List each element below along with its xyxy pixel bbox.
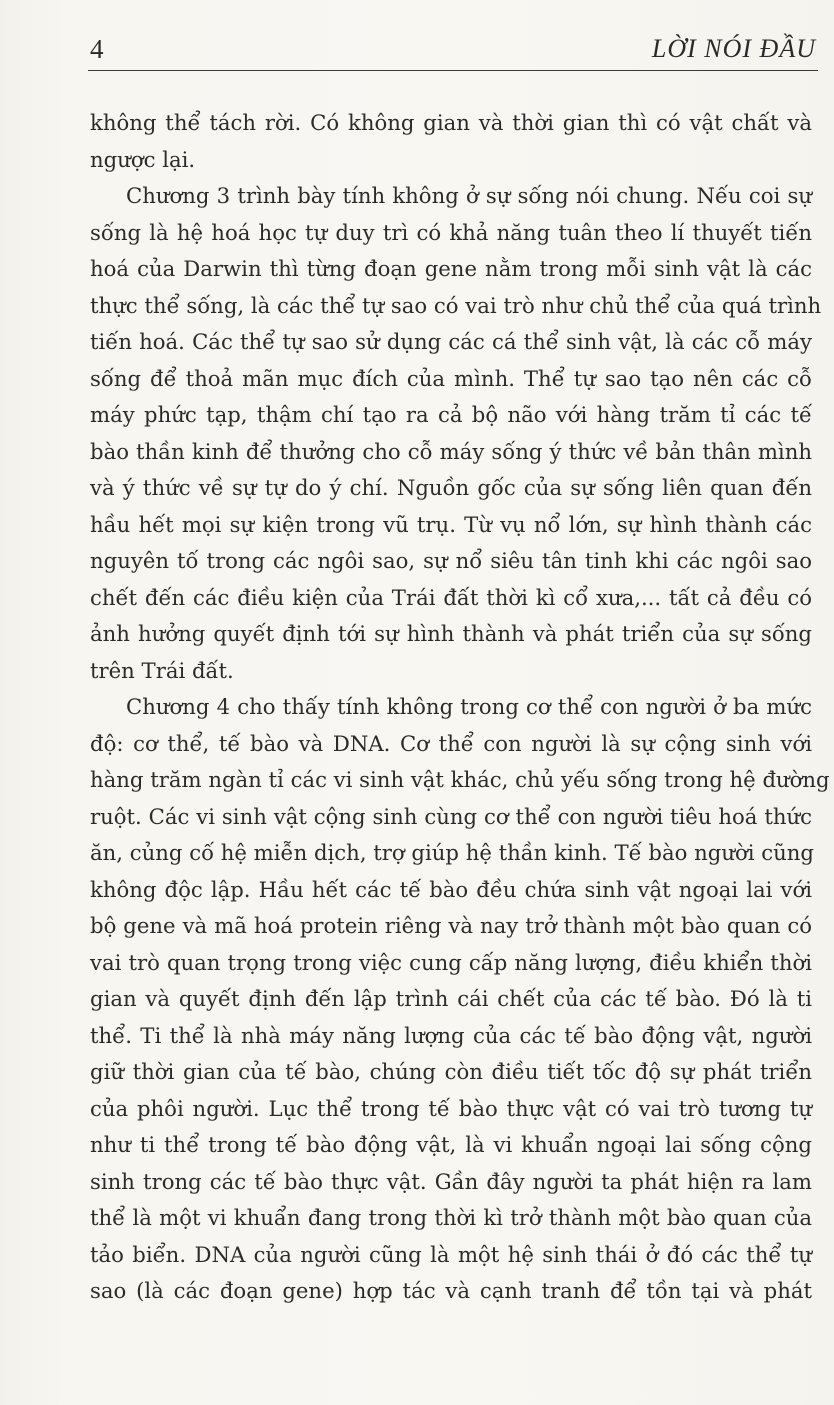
text-line: hoá của Darwin thì từng đoạn gene nằm trong mỗi sinh vật là các bbox=[90, 256, 812, 281]
text-line: máy phức tạp, thậm chí tạo ra cả bộ não với hàng trăm tỉ các tế bbox=[90, 402, 812, 427]
text-line: bào thần kinh để thưởng cho cỗ máy sống ý thức về bản thân mình bbox=[90, 438, 812, 464]
text-line: tảo biển. DNA của người cũng là một hệ sinh thái ở đó các thể tự bbox=[90, 1241, 812, 1267]
text-line: ăn, củng cố hệ miễn dịch, trợ giúp hệ thần kinh. Tế bào người cũng bbox=[90, 840, 814, 865]
text-line: gian và quyết định đến lập trình cái chết của các tế bào. Đó là ti bbox=[90, 986, 812, 1011]
text-line: và ý thức về sự tự do ý chí. Nguồn gốc của sự sống liên quan đến bbox=[90, 475, 812, 500]
text-line: sao (là các đoạn gene) hợp tác và cạnh tranh để tồn tại và phát bbox=[90, 1278, 812, 1303]
text-line: sống là hệ hoá học tự duy trì có khả năng tuân theo lí thuyết tiến bbox=[90, 219, 812, 245]
text-line: giữ thời gian của tế bào, chúng còn điều tiết tốc độ sự phát triển bbox=[90, 1059, 812, 1084]
text-line: sống để thoả mãn mục đích của mình. Thể tự sao tạo nên các cỗ bbox=[90, 365, 812, 391]
text-line: độ: cơ thể, tế bào và DNA. Cơ thể con người là sự cộng sinh với bbox=[90, 730, 812, 756]
text-line: bộ gene và mã hoá protein riêng và nay trở thành một bào quan có bbox=[90, 913, 812, 938]
text-line: trên Trái đất. bbox=[90, 657, 234, 683]
text-line: hàng trăm ngàn tỉ các vi sinh vật khác, chủ yếu sống trong hệ đường bbox=[90, 767, 830, 792]
text-line: nguyên tố trong các ngôi sao, sự nổ siêu tân tinh khi các ngôi sao bbox=[90, 548, 812, 573]
page-header bbox=[88, 30, 818, 71]
text-line: không độc lập. Hầu hết các tế bào đều chứa sinh vật ngoại lai với bbox=[90, 876, 812, 902]
running-title: LỜI NÓI ĐẦU bbox=[651, 34, 816, 63]
text-line: thực thể sống, là các thể tự sao có vai trò như chủ thể của quá trình bbox=[90, 292, 822, 318]
text-line: của phôi người. Lục thể trong tế bào thực vật có vai trò tương tự bbox=[90, 1095, 812, 1121]
text-line: hầu hết mọi sự kiện trong vũ trụ. Từ vụ nổ lớn, sự hình thành các bbox=[90, 511, 812, 537]
text-line: sinh trong các tế bào thực vật. Gần đây người ta phát hiện ra lam bbox=[90, 1168, 812, 1194]
paragraph-chapter-3 bbox=[90, 178, 822, 689]
text-line: thể là một vi khuẩn đang trong thời kì trở thành một bào quan của bbox=[90, 1205, 812, 1230]
text-line: Chương 3 trình bày tính không ở sự sống nói chung. Nếu coi sự bbox=[126, 183, 812, 208]
text-line: không thể tách rời. Có không gian và thời gian thì có vật chất và bbox=[90, 110, 812, 135]
text-line: ruột. Các vi sinh vật cộng sinh cùng cơ thể con người tiêu hoá thức bbox=[90, 803, 812, 829]
page-number: 4 bbox=[90, 34, 104, 64]
paragraph-continuation bbox=[90, 105, 812, 178]
text-line: ảnh hưởng quyết định tới sự hình thành và phát triển của sự sống bbox=[90, 621, 812, 646]
text-line: thể. Ti thể là nhà máy năng lượng của các tế bào động vật, người bbox=[90, 1022, 812, 1048]
text-line: tiến hoá. Các thể tự sao sử dụng các cá thể sinh vật, là các cỗ máy bbox=[90, 329, 812, 354]
text-line: vai trò quan trọng trong việc cung cấp năng lượng, điều khiển thời bbox=[90, 949, 812, 975]
paragraph-chapter-4 bbox=[90, 689, 830, 1310]
body-text bbox=[90, 105, 830, 1310]
text-line: chết đến các điều kiện của Trái đất thời kì cổ xưa,... tất cả đều có bbox=[90, 584, 812, 610]
text-line: như ti thể trong tế bào động vật, là vi khuẩn ngoại lai sống cộng bbox=[90, 1132, 812, 1157]
text-line: Chương 4 cho thấy tính không trong cơ thể con người ở ba mức bbox=[126, 694, 812, 719]
text-line: ngược lại. bbox=[90, 146, 196, 172]
